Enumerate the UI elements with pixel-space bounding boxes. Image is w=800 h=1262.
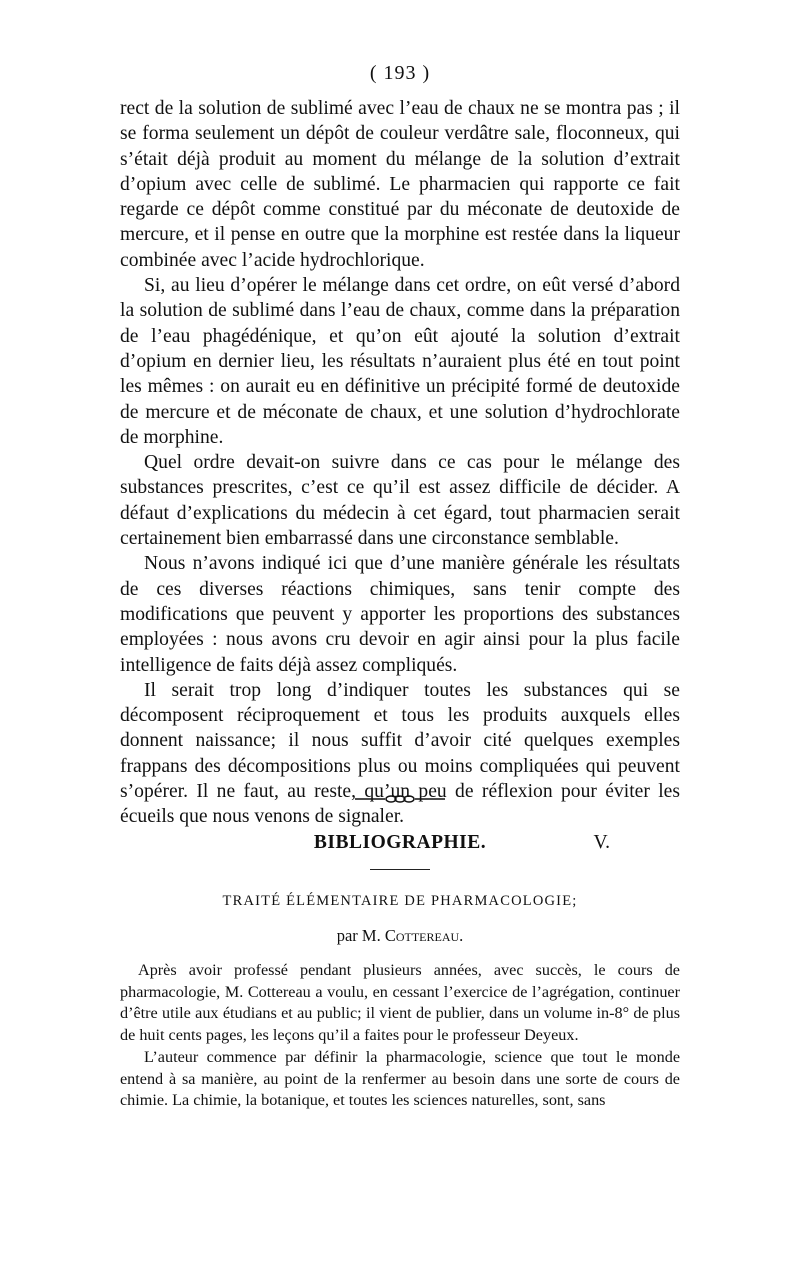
paragraph: Si, au lieu d’opérer le mélange dans cet ordre, on eût versé d’abord la solution de sublimé dans l’eau de chaux, comme dans la préparation de l’eau phagédénique, et qu’on eût ajouté la solution d’extrait d’opium en dernier lieu, les résultats n’auraient plus été en tout point les mêmes : on aurait eu en définitive un précipité formé de deutoxide de mercure et de méconate de chaux, et une solution d’hydrochlorate de morphine.	[120, 275, 680, 448]
review-body	[120, 960, 680, 1112]
paragraph: Quel ordre devait-on suivre dans ce cas pour le mélange des substances prescrites, c’est ce qu’il est assez difficile de décider. A défaut d’explications du médecin à cet égard, tout pharmacien serait certainement bien embarrassé dans une circonstance semblable.	[120, 452, 680, 550]
review-paragraph: Après avoir professé pendant plusieurs années, avec succès, le cours de pharmacologie, M. Cottereau a voulu, en cessant l’exercice de l’agrégation, continuer d’être utile aux étudians et au public; il vient de publier, dans un volume in-8° de plus de huit cents pages, les leçons qu’il a faites pour le professeur Deyeux.	[120, 961, 680, 1045]
article-body	[120, 96, 680, 855]
review-paragraph: L’auteur commence par définir la pharmacologie, science que tout le monde entend à sa manière, au point de la renfermer au besoin dans une sorte de cours de chimie. La chimie, la botanique, et toutes les sciences naturelles, sont, sans	[120, 1047, 680, 1110]
paragraph: Nous n’avons indiqué ici que d’une manière générale les résultats de ces diverses réactions chimiques, sans tenir compte des modifications que peuvent y apporter les proportions des substances employées : nous avons cru devoir en agir ainsi pour la plus facile intelligence de faits déjà assez compliqués.	[120, 553, 680, 676]
section-heading: BIBLIOGRAPHIE.	[313, 832, 487, 853]
book-author	[0, 926, 800, 946]
author-name: Cottereau.	[384, 926, 464, 945]
author-prefix: par M.	[336, 926, 381, 945]
paragraph: Il serait trop long d’indiquer toutes les substances qui se décomposent réciproquement et tous les produits auxquels elles donnent naissance; il nous suffit d’avoir cité quelques exemples frappans des décompositions plus ou moins compliquées qui peuvent s’opérer. Il ne faut, au reste, qu’un peu de réflexion pour éviter les écueils que nous venons de signaler.	[120, 679, 680, 828]
flourish-icon	[355, 794, 445, 804]
signature: V.	[593, 831, 610, 853]
book-title: TRAITÉ ÉLÉMENTAIRE DE PHARMACOLOGIE;	[222, 893, 578, 909]
ornament-divider	[0, 794, 800, 804]
page-number: ( 193 )	[369, 62, 431, 84]
heading-rule	[370, 869, 430, 870]
paragraph: rect de la solution de sublimé avec l’eau de chaux ne se montra pas ; il se forma seulement un dépôt de couleur verdâtre sale, floconneux, qui s’était déjà produit au moment du mélange de la solution d’extrait d’opium avec celle de sublimé. Le pharmacien qui rapporte ce fait regarde ce dépôt comme constitué par du méconate de deutoxide de mercure, et il pense en outre que la morphine est restée dans la liqueur combinée avec l’acide hydrochlorique.	[120, 98, 680, 271]
